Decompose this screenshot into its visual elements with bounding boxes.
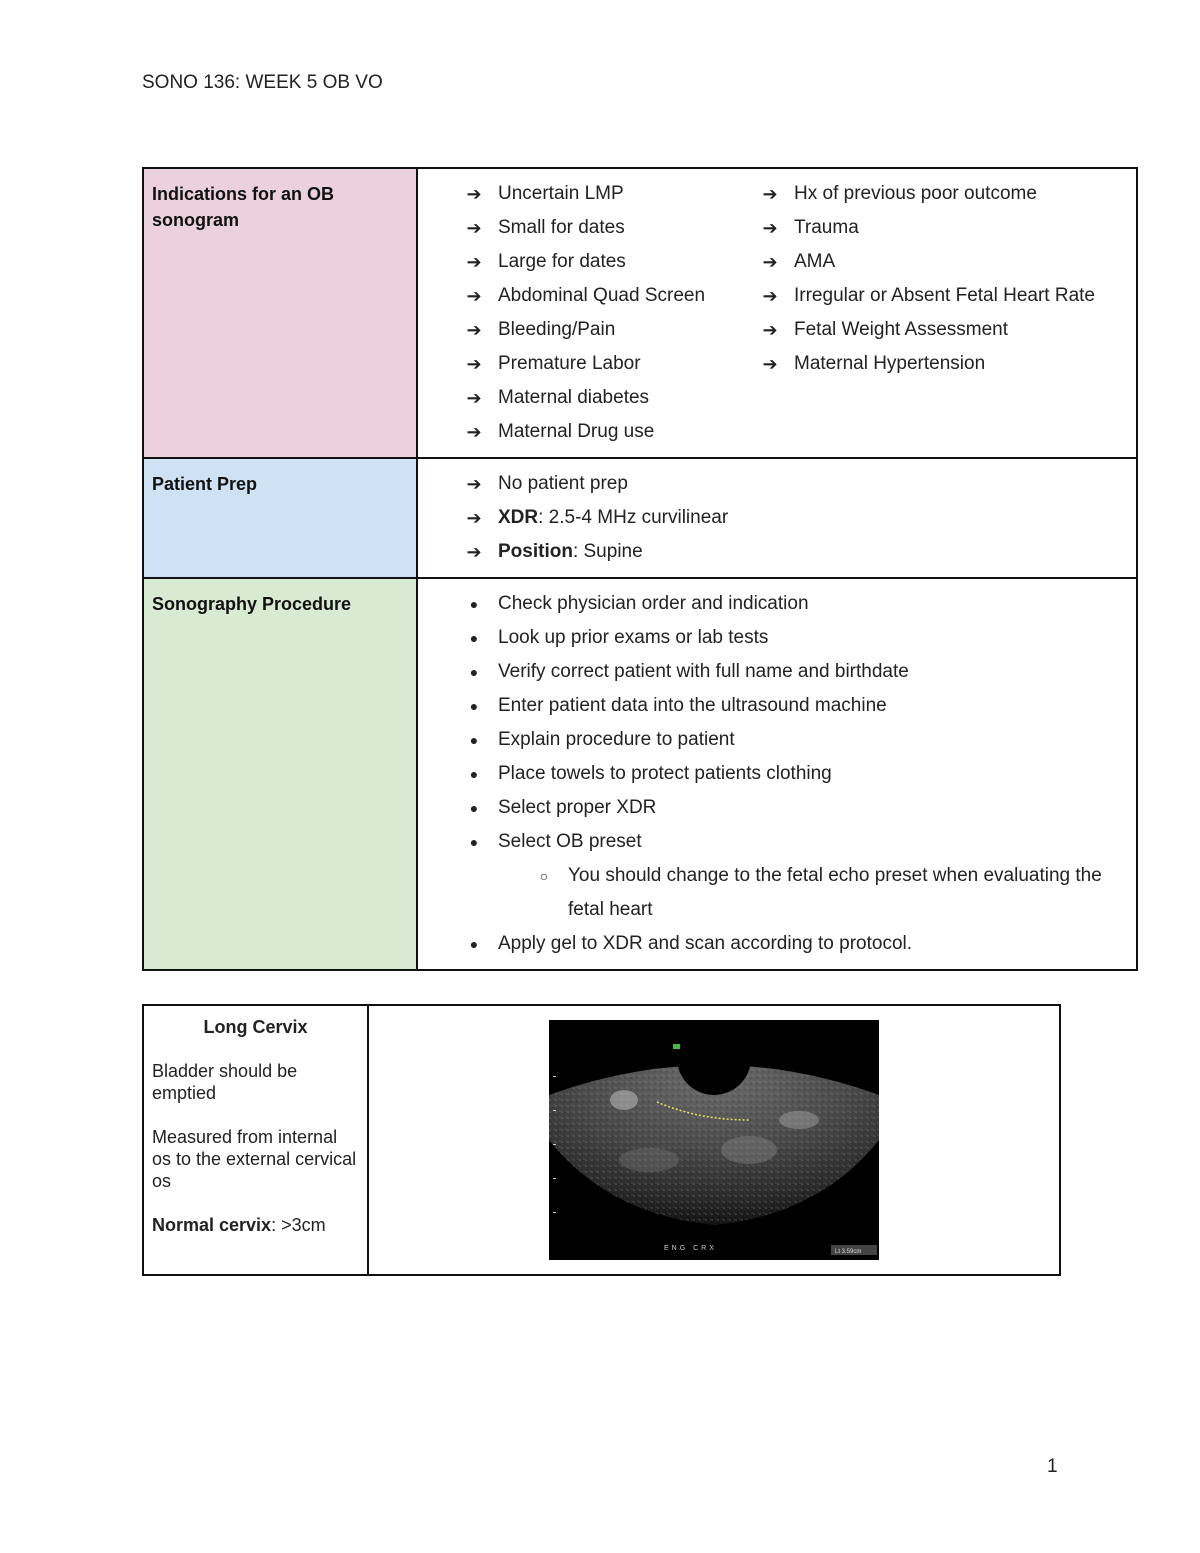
list-item: ● Check physician order and indication: [418, 587, 1136, 621]
indications-label: Indications for an OB sonogram: [143, 168, 417, 458]
arrow-icon: ➔: [466, 252, 482, 272]
arrow-icon: ➔: [466, 508, 482, 528]
circle-bullet-icon: ○: [539, 868, 549, 884]
list-item: ➔ Uncertain LMP: [418, 177, 750, 211]
indications-list-col2: [714, 177, 1136, 449]
list-item: ● Select OB preset: [418, 825, 1136, 859]
long-cervix-table: [142, 1004, 1061, 1276]
indications-content: [417, 168, 1137, 458]
page-number: 1: [1047, 1456, 1058, 1477]
patient-prep-content: [417, 458, 1137, 578]
list-item: ➔ Large for dates: [418, 245, 750, 279]
list-item: ● Enter patient data into the ultrasound machine: [418, 689, 1136, 723]
arrow-icon: ➔: [762, 286, 778, 306]
arrow-icon: ➔: [466, 218, 482, 238]
bullet-icon: ●: [469, 732, 479, 748]
list-item: ➔ Maternal Drug use: [418, 415, 750, 449]
list-item: ➔ Position: Supine: [418, 535, 1136, 569]
bullet-icon: ●: [469, 936, 479, 952]
arrow-icon: ➔: [466, 184, 482, 204]
procedure-row: [143, 578, 1137, 970]
list-item: ○ You should change to the fetal echo preset when evaluating the fetal heart: [418, 859, 1136, 927]
list-item: ● Verify correct patient with full name and birthdate: [418, 655, 1136, 689]
ultrasound-image-cell: [368, 1005, 1060, 1275]
cervix-title: Long Cervix: [203, 1017, 308, 1037]
bullet-icon: ●: [469, 766, 479, 782]
procedure-label: Sonography Procedure: [143, 578, 417, 970]
list-item: ● Apply gel to XDR and scan according to protocol.: [418, 927, 1136, 961]
list-item: ➔ Maternal Hypertension: [714, 347, 1136, 381]
list-item: ➔ Premature Labor: [418, 347, 750, 381]
bullet-icon: ●: [469, 630, 479, 646]
procedure-list-end: [418, 927, 1136, 961]
list-item: ➔ AMA: [714, 245, 1136, 279]
list-item: ➔ Fetal Weight Assessment: [714, 313, 1136, 347]
long-cervix-text: [143, 1005, 368, 1275]
list-item: ➔ Hx of previous poor outcome: [714, 177, 1136, 211]
indications-list-col1: [418, 177, 750, 449]
arrow-icon: ➔: [762, 252, 778, 272]
bullet-icon: ●: [469, 698, 479, 714]
list-item: ➔ XDR: 2.5-4 MHz curvilinear: [418, 501, 1136, 535]
arrow-icon: ➔: [762, 320, 778, 340]
list-item: ➔ Bleeding/Pain: [418, 313, 750, 347]
bullet-icon: ●: [469, 664, 479, 680]
arrow-icon: ➔: [762, 218, 778, 238]
patient-prep-label: Patient Prep: [143, 458, 417, 578]
procedure-list: [418, 587, 1136, 859]
arrow-icon: ➔: [466, 354, 482, 374]
cervix-para-measure: Measured from internal os to the external cervical os: [152, 1127, 357, 1191]
list-item: ➔ No patient prep: [418, 467, 1136, 501]
cervix-para-bladder: Bladder should be emptied: [152, 1061, 298, 1103]
bullet-icon: ●: [469, 834, 479, 850]
bullet-icon: ●: [469, 800, 479, 816]
arrow-icon: ➔: [762, 184, 778, 204]
cervix-ultrasound-image: [549, 1020, 879, 1260]
ob-protocol-table: [142, 167, 1138, 971]
patient-prep-row: [143, 458, 1137, 578]
arrow-icon: ➔: [466, 422, 482, 442]
image-caption-right: Lt 3.59cm: [835, 1249, 862, 1255]
list-item: ● Place towels to protect patients clothing: [418, 757, 1136, 791]
procedure-sublist: [418, 859, 1136, 927]
procedure-content: [417, 578, 1137, 970]
arrow-icon: ➔: [466, 542, 482, 562]
list-item: ➔ Irregular or Absent Fetal Heart Rate: [714, 279, 1136, 313]
list-item: ● Select proper XDR: [418, 791, 1136, 825]
document-header: SONO 136: WEEK 5 OB VO: [142, 72, 383, 93]
list-item: ➔ Trauma: [714, 211, 1136, 245]
list-item: ➔ Maternal diabetes: [418, 381, 750, 415]
bullet-icon: ●: [469, 596, 479, 612]
arrow-icon: ➔: [466, 388, 482, 408]
arrow-icon: ➔: [466, 286, 482, 306]
image-caption-left: ENG CRX: [664, 1245, 717, 1252]
list-item: ➔ Abdominal Quad Screen: [418, 279, 750, 313]
indications-row: [143, 168, 1137, 458]
list-item: ➔ Small for dates: [418, 211, 750, 245]
arrow-icon: ➔: [762, 354, 778, 374]
arrow-icon: ➔: [466, 320, 482, 340]
list-item: ● Look up prior exams or lab tests: [418, 621, 1136, 655]
arrow-icon: ➔: [466, 474, 482, 494]
normal-cervix: Normal cervix: >3cm: [152, 1215, 326, 1235]
patient-prep-list: [418, 467, 1136, 569]
list-item: ● Explain procedure to patient: [418, 723, 1136, 757]
